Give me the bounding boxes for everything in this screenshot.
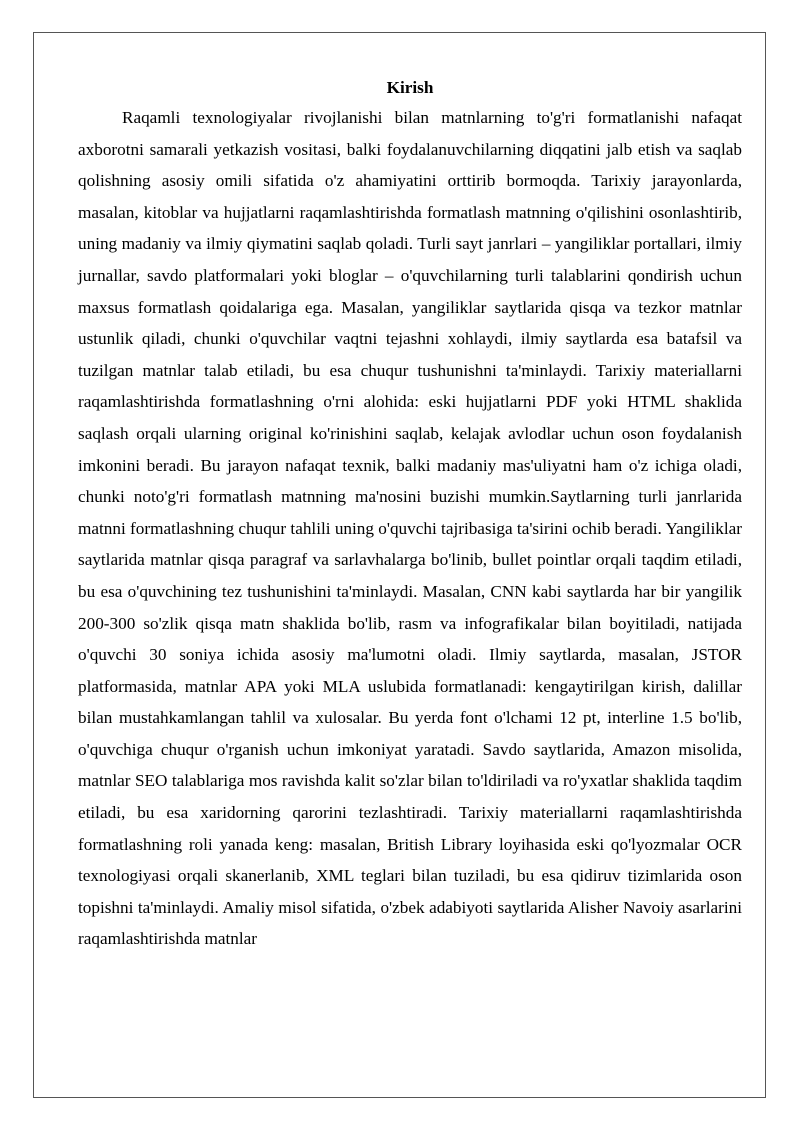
document-content (78, 74, 742, 955)
document-title: Kirish (386, 78, 434, 97)
body-paragraph: Raqamli texnologiyalar rivojlanishi bilan matnlarning to'g'ri formatlanishi nafaqat axborotni samarali yetkazish vositasi, balki foydalanuvchilarning diqqatini jalb etish va saqlab qolishning asosiy omili sifatida o'z ahamiyatini orttirib bormoqda. Tarixiy jarayonlarda, masalan, kitoblar va hujjatlarni raqamlashtirishda formatlash matnning o'qilishini osonlashtirib, uning madaniy va ilmiy qiymatini saqlab qoladi. Turli sayt janrlari – yangiliklar portallari, ilmiy jurnallar, savdo platformalari yoki bloglar – o'quvchilarning turli talablarini qondirish uchun maxsus formatlash qoidalariga ega. Masalan, yangiliklar saytlarida qisqa va tezkor matnlar ustunlik qiladi, chunki o'quvchilar vaqtni tejashni xohlaydi, ilmiy saytlarda esa batafsil va tuzilgan matnlar talab etiladi, bu esa chuqur tushunishni ta'minlaydi. Tarixiy materiallarni raqamlashtirishda formatlashning o'rni alohida: eski hujjatlarni PDF yoki HTML shaklida saqlash orqali ularning original ko'rinishini saqlab, kelajak avlodlar uchun oson foydalanish imkonini beradi. Bu jarayon nafaqat texnik, balki madaniy mas'uliyatni ham o'z ichiga oladi, chunki noto'g'ri formatlash matnning ma'nosini buzishi mumkin.Saytlarning turli janrlarida matnni formatlashning chuqur tahlili uning o'quvchi tajribasiga ta'sirini ochib beradi. Yangiliklar saytlarida matnlar qisqa paragraf va sarlavhalarga bo'linib, bullet pointlar orqali taqdim etiladi, bu esa o'quvchining tez tushunishini ta'minlaydi. Masalan, CNN kabi saytlarda har bir yangilik 200-300 so'zlik qisqa matn shaklida bo'lib, rasm va infografikalar bilan boyitiladi, natijada o'quvchi 30 soniya ichida asosiy ma'lumotni oladi. Ilmiy saytlarda, masalan, JSTOR platformasida, matnlar APA yoki MLA uslubida formatlanadi: kengaytirilgan kirish, dalillar bilan mustahkamlangan tahlil va xulosalar. Bu yerda font o'lchami 12 pt, interline 1.5 bo'lib, o'quvchiga chuqur o'rganish uchun imkoniyat yaratadi. Savdo saytlarida, Amazon misolida, matnlar SEO talablariga mos ravishda kalit so'zlar bilan to'ldiriladi va ro'yxatlar shaklida taqdim etiladi, bu esa xaridorning qarorini tezlashtiradi. Tarixiy materiallarni raqamlashtirishda formatlashning roli yanada keng: masalan, British Library loyihasida eski qo'lyozmalar OCR texnologiyasi orqali skanerlanib, XML teglari bilan tuziladi, bu esa qidiruv tizimlarida oson topishni ta'minlaydi. Amaliy misol sifatida, o'zbek adabiyoti saytlarida Alisher Navoiy asarlarini raqamlashtirishda matnlar (78, 108, 742, 949)
